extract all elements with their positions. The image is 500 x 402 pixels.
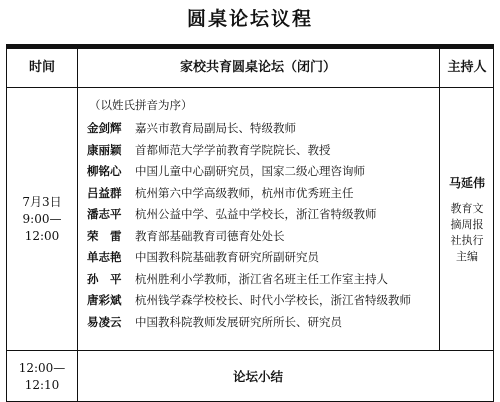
list-item: [87, 161, 427, 183]
host-role: 教育文摘周报社执行主编: [450, 201, 484, 263]
participant-title: 中国教科院教师发展研究所所长、研究员: [135, 314, 342, 329]
closing-label: 论坛小结: [232, 369, 283, 384]
session-date: 7月3日: [22, 194, 62, 209]
page-title: 圆桌论坛议程: [186, 8, 313, 30]
participant-title: 嘉兴市教育局副局长、特级教师: [135, 121, 296, 135]
closing-time: [7, 351, 77, 402]
list-item: [87, 247, 427, 269]
participant-name: 康丽颖: [87, 142, 122, 157]
participant-name: 吕益群: [87, 185, 122, 200]
list-item: [87, 183, 427, 205]
participant-name: 荣 雷: [87, 228, 122, 243]
session-row: [7, 88, 493, 351]
list-item: [87, 226, 427, 248]
session-time-end: 12:00: [24, 228, 60, 243]
participant-name: 唐彩斌: [87, 293, 122, 307]
list-item: [87, 312, 427, 334]
closing-time-end: 12:10: [24, 378, 60, 392]
list-item: [87, 140, 427, 162]
participant-title: 教育部基础教育司德育处处长: [135, 228, 285, 243]
closing-row: [7, 351, 493, 402]
participant-title: 杭州钱学森学校校长、时代小学校长，浙江省特级教师: [135, 293, 411, 307]
participant-list: [87, 96, 427, 333]
participant-title: 首都师范大学学前教育学院院长、教授: [135, 142, 331, 157]
participant-title: 杭州胜利小学教师，浙江省名班主任工作室主持人: [135, 271, 388, 286]
closing-time-start: 12:00—: [18, 361, 66, 375]
participant-name: 孙 平: [87, 271, 122, 286]
participant-name: 单志艳: [87, 250, 122, 264]
participant-name: 金剑辉: [87, 121, 122, 135]
table-header: [7, 49, 493, 88]
header-host: 主持人: [447, 60, 487, 75]
agenda-table: [6, 44, 494, 402]
header-time: 时间: [28, 60, 55, 75]
list-item: [87, 290, 427, 312]
participant-name: 易凌云: [87, 314, 122, 329]
header-topic: 家校共育圆桌论坛（闭门）: [179, 60, 336, 75]
host-cell: [439, 88, 494, 350]
participant-title: 杭州第六中学高级教师，杭州市优秀班主任: [135, 185, 354, 200]
ordering-note: （以姓氏拼音为序）: [89, 98, 193, 112]
participant-title: 中国儿童中心副研究员，国家二级心理咨询师: [135, 164, 365, 178]
host-name: 马延伟: [448, 175, 485, 190]
participant-name: 柳铭心: [87, 164, 122, 178]
list-item: [87, 118, 427, 140]
participant-title: 中国教科院基础教育研究所副研究员: [135, 250, 319, 264]
session-time-start: 9:00—: [22, 211, 62, 226]
session-time: [7, 88, 77, 350]
list-item: [87, 269, 427, 291]
participant-name: 潘志平: [87, 207, 122, 221]
list-item: [87, 204, 427, 226]
participant-title: 杭州公益中学、弘益中学校长，浙江省特级教师: [135, 207, 377, 221]
